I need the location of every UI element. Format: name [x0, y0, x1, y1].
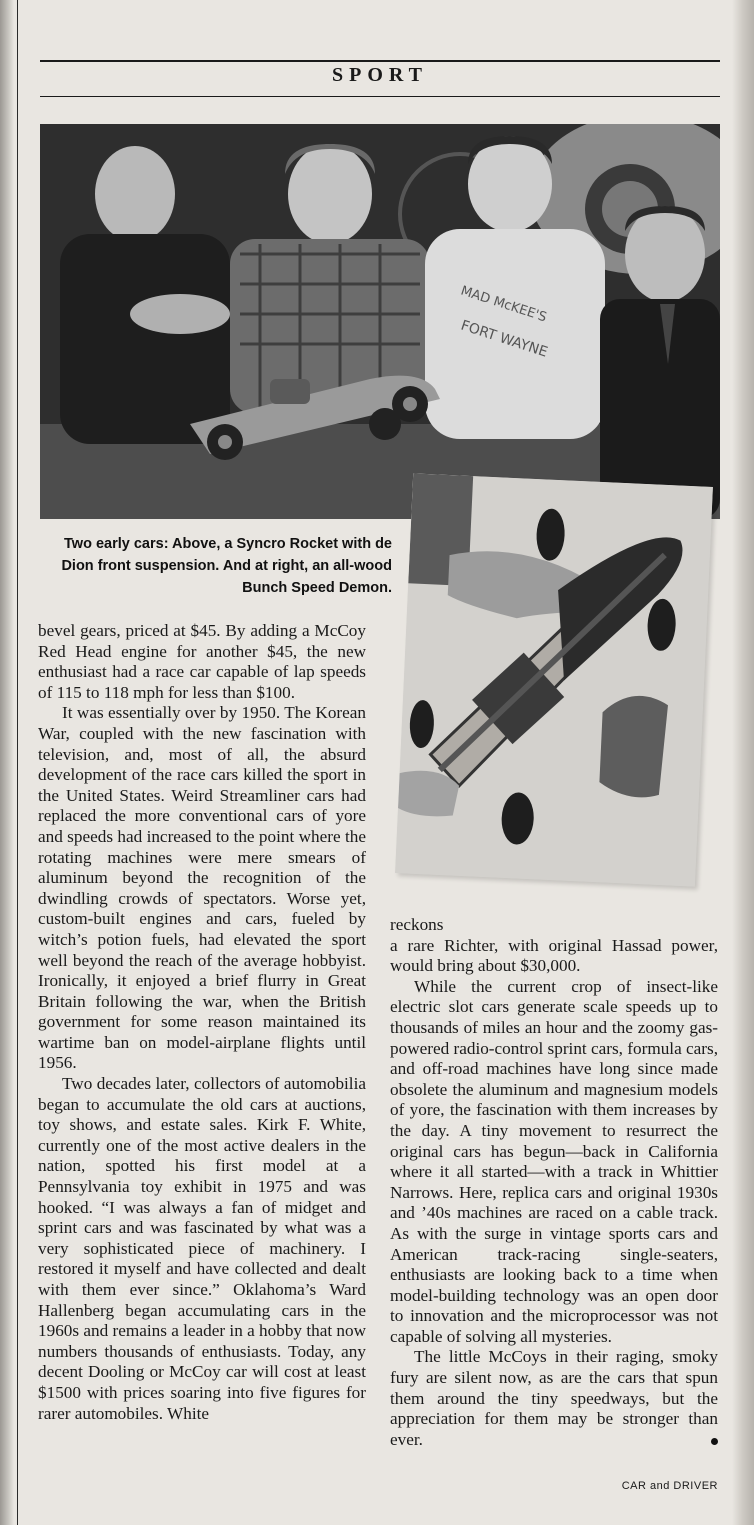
photo-caption [40, 519, 406, 601]
shirt-text-1: MAD McKEE'S [458, 283, 549, 326]
magazine-footer: CAR and DRIVER [621, 1480, 718, 1492]
right-paragraph-3: While the current crop of insect-like electric slot cars generate scale speeds up to thousands of miles an hour and the zoomy gas-powered radio-control sprint cars, formula cars, and off-road machines have long since made obsolete the aluminum and magnesium models of yore, the fascination with them increases by the day. A tiny movement to resurrect the original cars has begun—back in California where it all started—with a track in Whittier Narrows. Here, replica cars and original 1930s and ’40s machines are raced on a cable track. As with the surge in vintage sports cars and American track-racing single-seaters, enthusiasts are looking back to a time when model-building technology was an open door to innovation and the microprocessor was not capable of solving all mysteries. [390, 976, 718, 1346]
right-paragraph-4: The little McCoys in their raging, smoky fury are silent now, as are the cars that spun them around the tiny speedways, but the appreciation for them may be stronger than ever. [390, 1347, 718, 1449]
right-paragraph-2: a rare Richter, with original Hassad power, would bring about $30,000. [390, 935, 718, 976]
left-paragraph-1: bevel gears, priced at $45. By adding a McCoy Red Head engine for another $45, the new enthusiast had a race car capable of lap speeds of 115 to 118 mph for less than $100. [38, 621, 366, 702]
photo-four-men-with-model-car [40, 124, 720, 519]
shirt-text-2: FORT WAYNE [458, 317, 550, 361]
binding-line [17, 0, 18, 1525]
left-paragraph-3: Two decades later, collectors of automobilia began to accumulate the old cars at auctions, toy shows, and estate sales. Kirk F. White, currently one of the most active dealers in the nation, spotted his first model at a Pennsylvania toy exhibit in 1975 and was hooked. “I was always a fan of midget and sprint cars and was fascinated by what was a very sophisticated piece of machinery. I restored it myself and have collected and dealt with them ever since.” Oklahoma’s Ward Hallenberg began accumulating cars in the 1960s and remains a leader in a hobby that now numbers thousands of enthusiasts. Today, any decent Dooling or McCoy car will cost at least $1500 with prices soaring into five figures for rarer automobiles. White [38, 1074, 366, 1423]
left-paragraph-2: It was essentially over by 1950. The Korean War, coupled with the new fascination with television, and, most of all, the absurd development of the race cars killed the sport in the United States. Weird Streamliner cars had replaced the more conventional cars of yore and speeds had increased to the point where the rotating machines were mere smears of aluminum beyond the recognition of the dwindling crowds of spectators. Worse yet, custom-built engines and cars, fueled by witch’s potion fuels, had elevated the sport well beyond the reach of the average hobbyist. Ironically, it enjoyed a brief flurry in Great Britain following the war, when the British government for some reason maintained its wartime ban on model-airplane flights until 1956. [38, 703, 366, 1073]
header-rule-top [40, 60, 720, 62]
end-mark [711, 1438, 718, 1445]
page-edge [732, 0, 754, 1525]
header-rule-bottom [40, 96, 720, 97]
binding-shadow [0, 0, 14, 1525]
article-column-left [38, 621, 366, 1424]
photo-bunch-speed-demon [395, 473, 713, 886]
caption-text: Two early cars: Above, a Syncro Rocket with de Dion front suspension. And at right, an all-wood Bunch Speed Demon. [61, 536, 392, 596]
right-paragraph-1: reckons [390, 915, 444, 934]
section-title: SPORT [332, 64, 428, 86]
article-column-right [390, 915, 718, 1450]
